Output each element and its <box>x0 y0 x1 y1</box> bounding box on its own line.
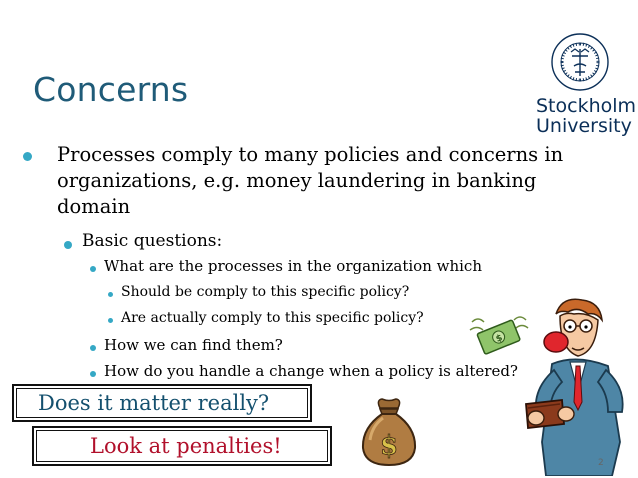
svg-text:$: $ <box>494 333 505 345</box>
callout-look-at-penalties: Look at penalties! <box>32 426 332 466</box>
money-bag-icon <box>356 396 422 468</box>
bullet-find-them: How we can find them? <box>104 336 283 354</box>
bullet-processes-question: What are the processes in the organization which <box>104 257 482 275</box>
callout-does-it-matter: Does it matter really? <box>12 384 312 422</box>
svg-text:$: $ <box>379 431 399 461</box>
bullet-handle-change: How do you handle a change when a policy is altered? <box>104 362 518 380</box>
bullet-icon <box>90 345 96 351</box>
bullet-icon <box>64 241 72 249</box>
businessman-wallet-illustration <box>516 292 636 476</box>
slide-title: Concerns <box>33 70 189 109</box>
bullet-icon <box>90 371 96 377</box>
bullet-basic-questions: Basic questions: <box>82 231 223 251</box>
bullet-should-comply: Should be comply to this specific policy? <box>121 284 410 300</box>
bullet-icon <box>23 152 32 161</box>
logo-wordmark-line2: University <box>536 115 632 137</box>
bullet-icon <box>108 318 113 323</box>
logo-wordmark-line1: Stockholm <box>536 95 637 117</box>
logo-wordmark <box>536 96 636 136</box>
university-seal-icon <box>550 32 610 92</box>
bullet-actually-comply: Are actually comply to this specific policy? <box>121 310 424 326</box>
bullet-icon <box>90 266 96 272</box>
bullet-icon <box>108 292 113 297</box>
bullet-main-text: Processes comply to many policies and concerns in organizations, e.g. money laundering in banking domain <box>57 143 564 218</box>
page-number: 2 <box>598 458 604 468</box>
